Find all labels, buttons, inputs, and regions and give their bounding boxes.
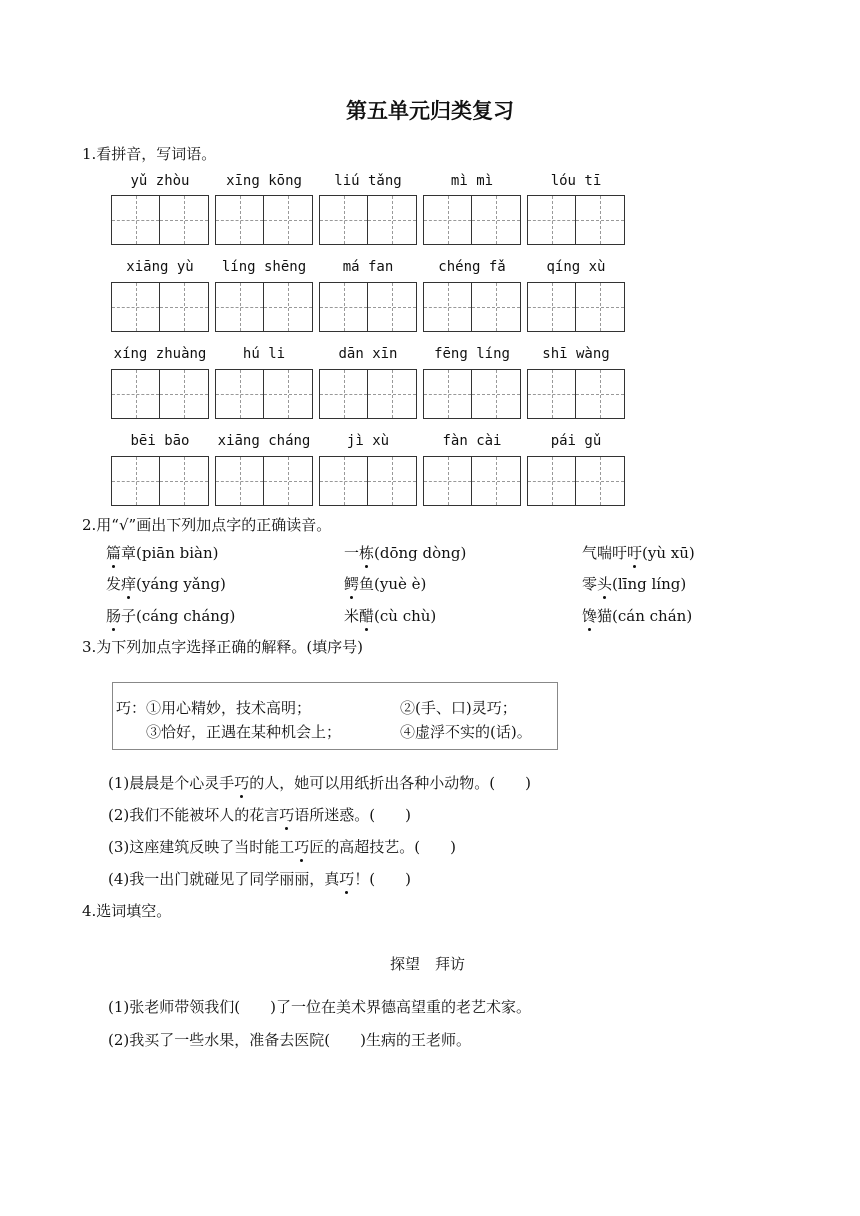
cell-guide-vertical xyxy=(448,196,449,244)
character-cell[interactable] xyxy=(528,196,576,244)
item-prefix: 发 xyxy=(106,575,122,593)
pinyin-options: (yù xū) xyxy=(642,544,695,562)
character-cell[interactable] xyxy=(528,283,576,331)
definition-1: ①用心精妙，技术高明； xyxy=(146,699,312,717)
cell-guide-vertical xyxy=(600,196,601,244)
writing-box[interactable] xyxy=(215,369,313,419)
writing-box[interactable] xyxy=(111,282,209,332)
sentence-item[interactable] xyxy=(108,868,411,889)
character-cell[interactable] xyxy=(576,370,624,418)
writing-box[interactable] xyxy=(319,369,417,419)
cell-guide-vertical xyxy=(392,196,393,244)
pinyin-label: xīng kōng xyxy=(226,173,302,189)
character-cell[interactable] xyxy=(472,283,520,331)
writing-box[interactable] xyxy=(215,456,313,506)
pinyin-label: bēi bāo xyxy=(130,433,190,449)
cell-guide-vertical xyxy=(288,370,289,418)
dotted-character: 巧 xyxy=(234,774,250,792)
writing-box[interactable] xyxy=(527,369,625,419)
cell-guide-vertical xyxy=(240,196,241,244)
pinyin-label: fēng líng xyxy=(434,346,510,362)
cell-guide-vertical xyxy=(288,457,289,505)
dotted-character: 篇 xyxy=(106,544,122,562)
dotted-character: 头 xyxy=(597,575,613,593)
question-4-label: 4.选词填空。 xyxy=(82,902,172,920)
cell-guide-vertical xyxy=(392,370,393,418)
sentence-prefix: (3)这座建筑反映了当时能工 xyxy=(108,838,295,856)
dotted-character: 鳄 xyxy=(344,575,360,593)
cell-guide-vertical xyxy=(344,283,345,331)
pinyin-label: shī wàng xyxy=(542,346,610,362)
pinyin-options: (cáng cháng) xyxy=(136,607,236,625)
pinyin-options: (dōng dòng) xyxy=(374,544,467,562)
character-cell[interactable] xyxy=(216,196,264,244)
pronunciation-item[interactable] xyxy=(344,573,426,594)
character-cell[interactable] xyxy=(160,370,208,418)
character-cell[interactable] xyxy=(112,196,160,244)
cell-guide-vertical xyxy=(600,370,601,418)
cell-guide-vertical xyxy=(448,370,449,418)
cell-guide-vertical xyxy=(496,457,497,505)
writing-box[interactable] xyxy=(319,282,417,332)
pinyin-label: lóu tī xyxy=(550,173,602,189)
dotted-character: 痒 xyxy=(121,575,137,593)
character-cell[interactable] xyxy=(320,370,368,418)
sentence-suffix: 匠的高超技艺。( ) xyxy=(309,838,456,856)
cell-guide-vertical xyxy=(392,457,393,505)
pinyin-options: (līng líng) xyxy=(612,575,687,593)
character-cell[interactable] xyxy=(528,370,576,418)
character-cell[interactable] xyxy=(160,283,208,331)
writing-box[interactable] xyxy=(319,456,417,506)
character-cell[interactable] xyxy=(368,370,416,418)
word-choices: 探望 拜访 xyxy=(390,955,466,973)
character-cell[interactable] xyxy=(424,370,472,418)
character-cell[interactable] xyxy=(160,457,208,505)
item-prefix: 零 xyxy=(582,575,598,593)
cell-guide-vertical xyxy=(344,370,345,418)
cell-guide-vertical xyxy=(184,457,185,505)
character-cell[interactable] xyxy=(368,283,416,331)
pinyin-label: qíng xù xyxy=(546,259,606,275)
sentence-suffix: 语所迷惑。( ) xyxy=(294,806,411,824)
writing-box[interactable] xyxy=(111,456,209,506)
pinyin-options: (piān biàn) xyxy=(136,544,219,562)
character-cell[interactable] xyxy=(264,196,312,244)
item-suffix: 子 xyxy=(121,607,137,625)
writing-box[interactable] xyxy=(319,195,417,245)
character-cell[interactable] xyxy=(576,283,624,331)
character-cell[interactable] xyxy=(368,457,416,505)
sentence-item[interactable] xyxy=(108,804,411,825)
cell-guide-vertical xyxy=(136,196,137,244)
pinyin-options: (yuè è) xyxy=(374,575,427,593)
dotted-character: 巧 xyxy=(279,806,295,824)
item-suffix: 猫 xyxy=(597,607,613,625)
character-cell[interactable] xyxy=(576,196,624,244)
definition-4: ④虚浮不实的(话)。 xyxy=(400,723,532,741)
cell-guide-vertical xyxy=(240,283,241,331)
cell-guide-vertical xyxy=(552,370,553,418)
pinyin-label: jì xù xyxy=(346,433,390,449)
pronunciation-item[interactable] xyxy=(582,573,686,594)
pronunciation-item[interactable] xyxy=(582,605,692,626)
character-cell[interactable] xyxy=(216,457,264,505)
cell-guide-vertical xyxy=(344,457,345,505)
character-cell[interactable] xyxy=(528,457,576,505)
writing-box[interactable] xyxy=(423,282,521,332)
item-prefix: 米 xyxy=(344,607,360,625)
writing-box[interactable] xyxy=(527,456,625,506)
sentence-prefix: (1)晨晨是个心灵手 xyxy=(108,774,235,792)
dotted-character: 巧 xyxy=(294,838,310,856)
pinyin-label: chéng fǎ xyxy=(438,259,506,275)
dotted-character: 栋 xyxy=(359,544,375,562)
dotted-character: 肠 xyxy=(106,607,122,625)
character-cell[interactable] xyxy=(472,196,520,244)
dotted-character: 巧 xyxy=(339,870,355,888)
sentence-suffix: ！( ) xyxy=(354,870,411,888)
character-cell[interactable] xyxy=(264,370,312,418)
definition-head: 巧： xyxy=(116,699,147,717)
character-cell[interactable] xyxy=(112,283,160,331)
item-prefix: 气喘吁 xyxy=(582,544,628,562)
sentence-prefix: (4)我一出门就碰见了同学丽丽，真 xyxy=(108,870,340,888)
character-cell[interactable] xyxy=(320,196,368,244)
sentence-item[interactable] xyxy=(108,836,456,857)
character-cell[interactable] xyxy=(264,283,312,331)
writing-box[interactable] xyxy=(423,195,521,245)
pinyin-label: fàn cài xyxy=(442,433,502,449)
cell-guide-vertical xyxy=(136,457,137,505)
cell-guide-vertical xyxy=(552,196,553,244)
pinyin-label: líng shēng xyxy=(221,259,307,275)
question-3-label: 3.为下列加点字选择正确的解释。(填序号) xyxy=(82,638,364,656)
pronunciation-item[interactable] xyxy=(582,542,695,563)
dotted-character: 馋 xyxy=(582,607,598,625)
cell-guide-vertical xyxy=(496,196,497,244)
character-cell[interactable] xyxy=(424,457,472,505)
writing-box[interactable] xyxy=(215,195,313,245)
pronunciation-item[interactable] xyxy=(106,542,219,563)
dotted-character: 醋 xyxy=(359,607,375,625)
cell-guide-vertical xyxy=(136,370,137,418)
writing-box[interactable] xyxy=(215,282,313,332)
character-cell[interactable] xyxy=(472,370,520,418)
cell-guide-vertical xyxy=(600,283,601,331)
character-cell[interactable] xyxy=(368,196,416,244)
pinyin-label: hú li xyxy=(242,346,286,362)
dotted-character: 吁 xyxy=(627,544,643,562)
character-cell[interactable] xyxy=(320,283,368,331)
fill-sentence-1: (1)张老师带领我们( )了一位在美术界德高望重的老艺术家。 xyxy=(108,998,531,1016)
cell-guide-vertical xyxy=(184,370,185,418)
cell-guide-vertical xyxy=(496,283,497,331)
definition-3: ③恰好，正遇在某种机会上； xyxy=(146,723,342,741)
sentence-item[interactable] xyxy=(108,772,531,793)
cell-guide-vertical xyxy=(448,457,449,505)
character-cell[interactable] xyxy=(112,457,160,505)
pinyin-label: xiāng cháng xyxy=(217,433,311,449)
cell-guide-vertical xyxy=(184,283,185,331)
item-suffix: 章 xyxy=(121,544,137,562)
pinyin-label: yǔ zhòu xyxy=(130,173,190,189)
character-cell[interactable] xyxy=(320,457,368,505)
cell-guide-vertical xyxy=(496,370,497,418)
cell-guide-vertical xyxy=(184,196,185,244)
pronunciation-item[interactable] xyxy=(344,542,466,563)
cell-guide-vertical xyxy=(552,283,553,331)
character-cell[interactable] xyxy=(472,457,520,505)
sentence-suffix: 的人，她可以用纸折出各种小动物。( ) xyxy=(249,774,531,792)
pinyin-options: (cù chù) xyxy=(374,607,437,625)
cell-guide-vertical xyxy=(240,457,241,505)
cell-guide-vertical xyxy=(448,283,449,331)
cell-guide-vertical xyxy=(344,196,345,244)
writing-box[interactable] xyxy=(111,369,209,419)
pinyin-label: liú tǎng xyxy=(334,173,402,189)
sentence-prefix: (2)我们不能被坏人的花言 xyxy=(108,806,280,824)
fill-sentence-2: (2)我买了一些水果，准备去医院( )生病的王老师。 xyxy=(108,1031,471,1049)
cell-guide-vertical xyxy=(136,283,137,331)
writing-box[interactable] xyxy=(527,282,625,332)
cell-guide-vertical xyxy=(600,457,601,505)
character-cell[interactable] xyxy=(216,283,264,331)
pinyin-options: (yáng yǎng) xyxy=(136,575,226,593)
character-cell[interactable] xyxy=(576,457,624,505)
pinyin-label: dān xīn xyxy=(338,346,398,362)
pinyin-label: xiāng yù xyxy=(126,259,194,275)
pinyin-label: xíng zhuàng xyxy=(113,346,207,362)
character-cell[interactable] xyxy=(264,457,312,505)
cell-guide-vertical xyxy=(240,370,241,418)
cell-guide-vertical xyxy=(392,283,393,331)
pinyin-label: mì mì xyxy=(450,173,494,189)
cell-guide-vertical xyxy=(288,196,289,244)
pinyin-label: má fan xyxy=(342,259,394,275)
item-prefix: 一 xyxy=(344,544,360,562)
cell-guide-vertical xyxy=(552,457,553,505)
pinyin-options: (cán chán) xyxy=(612,607,693,625)
writing-box[interactable] xyxy=(111,195,209,245)
pronunciation-item[interactable] xyxy=(344,605,436,626)
item-suffix: 鱼 xyxy=(359,575,375,593)
page-title: 第五单元归类复习 xyxy=(346,99,514,123)
character-cell[interactable] xyxy=(424,283,472,331)
definition-2: ②(手、口)灵巧； xyxy=(400,699,517,717)
character-cell[interactable] xyxy=(424,196,472,244)
writing-box[interactable] xyxy=(423,456,521,506)
pinyin-label: pái gǔ xyxy=(550,433,602,449)
question-2-label: 2.用“√”画出下列加点字的正确读音。 xyxy=(82,516,332,534)
character-cell[interactable] xyxy=(112,370,160,418)
writing-box[interactable] xyxy=(423,369,521,419)
character-cell[interactable] xyxy=(216,370,264,418)
writing-box[interactable] xyxy=(527,195,625,245)
pronunciation-item[interactable] xyxy=(106,573,226,594)
pronunciation-item[interactable] xyxy=(106,605,235,626)
question-1-label: 1.看拼音，写词语。 xyxy=(82,145,217,163)
character-cell[interactable] xyxy=(160,196,208,244)
cell-guide-vertical xyxy=(288,283,289,331)
